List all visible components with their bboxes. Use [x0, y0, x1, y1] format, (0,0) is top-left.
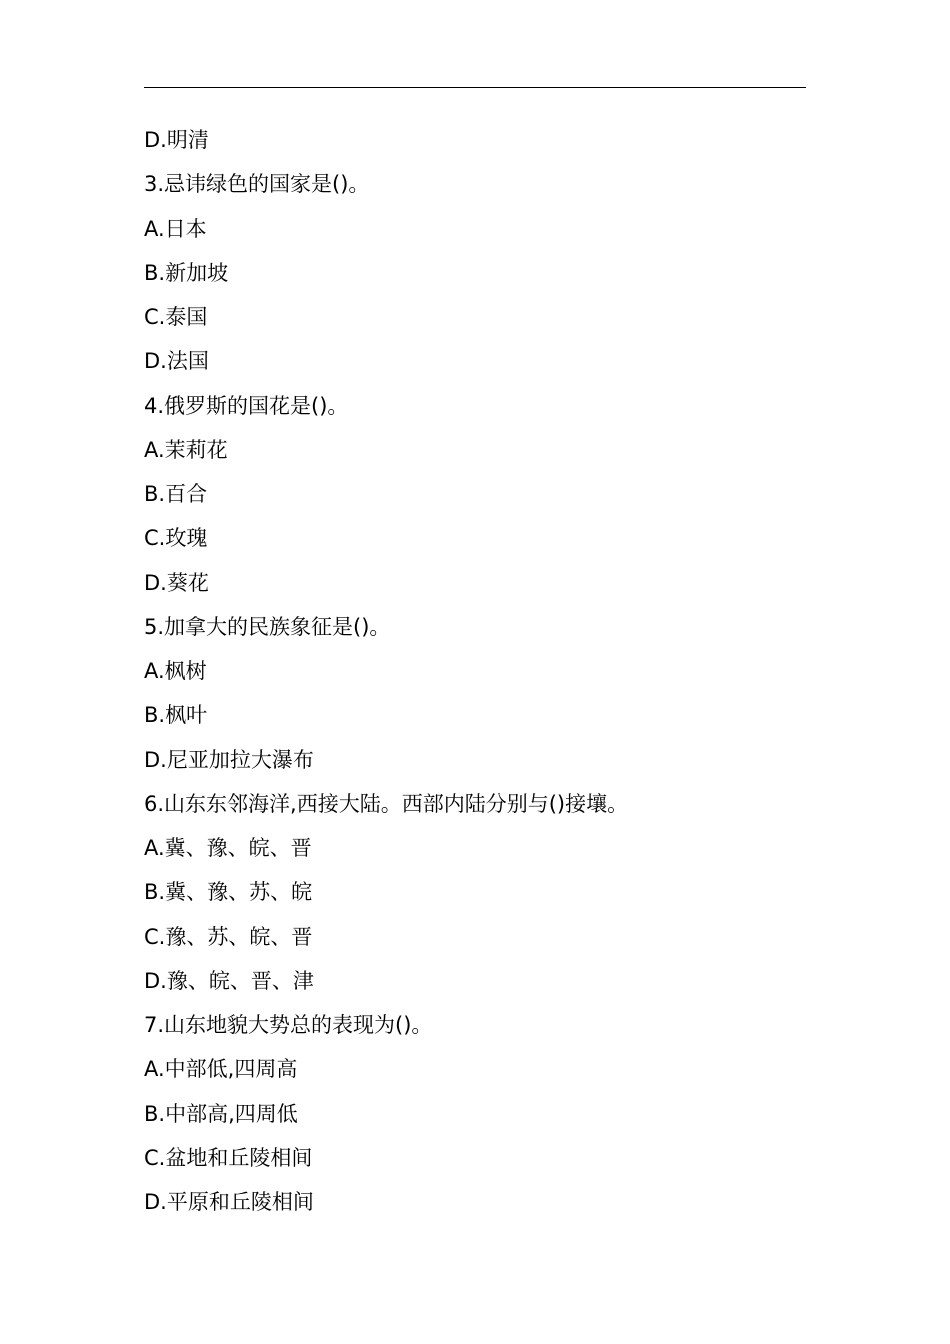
option-line: C.豫、苏、皖、晋 [144, 924, 313, 949]
option-line: D.豫、皖、晋、津 [144, 968, 314, 993]
option-line: A.枫树 [144, 659, 207, 683]
question-line: 7.山东地貌大势总的表现为()。 [144, 1013, 433, 1037]
option-line: B.冀、豫、苏、皖 [144, 880, 313, 905]
question-line: 4.俄罗斯的国花是()。 [144, 393, 349, 418]
option-line: C.泰国 [144, 305, 208, 329]
option-line: A.冀、豫、皖、晋 [144, 836, 312, 860]
option-line: B.百合 [144, 482, 208, 506]
option-line: B.中部高,四周低 [144, 1101, 298, 1126]
question-list [144, 122, 806, 1228]
option-line: A.中部低,四周高 [144, 1057, 298, 1082]
option-line: B.新加坡 [144, 260, 229, 285]
header-rule [144, 87, 806, 88]
option-line: C.玫瑰 [144, 526, 208, 551]
option-line: D.尼亚加拉大瀑布 [144, 747, 314, 772]
question-line: 5.加拿大的民族象征是()。 [144, 614, 391, 639]
option-line: A.茉莉花 [144, 437, 228, 462]
option-line: D.法国 [144, 349, 209, 374]
option-line: D.明清 [144, 128, 209, 152]
question-line: 3.忌讳绿色的国家是()。 [144, 172, 370, 197]
option-line: C.盆地和丘陵相间 [144, 1145, 313, 1170]
question-line: 6.山东东邻海洋,西接大陆。西部内陆分别与()接壤。 [144, 791, 629, 816]
option-line: A.日本 [144, 216, 207, 241]
option-line: B.枫叶 [144, 703, 208, 728]
option-line: D.葵花 [144, 570, 209, 595]
option-line: D.平原和丘陵相间 [144, 1190, 314, 1214]
